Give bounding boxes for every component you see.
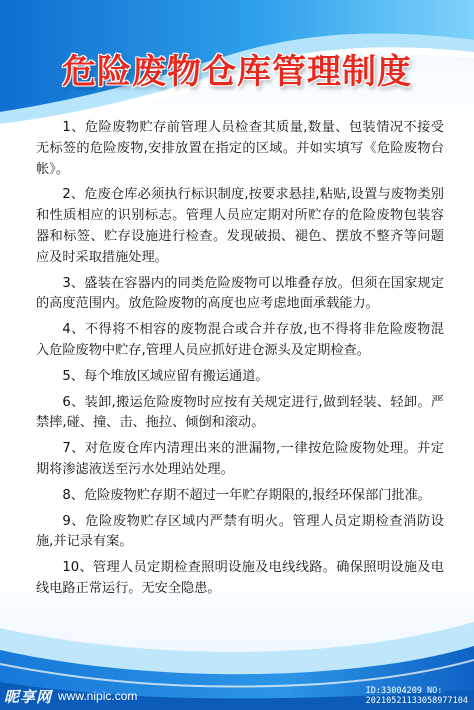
page-title: 危险废物仓库管理制度 [62,52,412,92]
watermark-id-line1: ID:33004209 NO: [365,686,443,696]
rule-paragraph: 10、管理人员定期检查照明设施及电线线路。确保照明设施及电线电路正常运行。无安全隐患。 [36,560,444,596]
regulation-text [36,118,444,605]
rule-paragraph: 8、危险废物贮存期不超过一年贮存期限的,报经环保部门批准。 [62,487,432,503]
rule-paragraph: 9、危险废物贮存区域内严禁有明火。管理人员定期检查消防设施,并记录有案。 [36,513,444,550]
watermark-id [366,686,468,706]
rule-paragraph: 7、对危废仓库内清理出来的泄漏物,一律按危险废物处理。并定期将渗滤液送至污水处理站处理。 [36,441,444,477]
rule-paragraph: 4、不得将不相容的废物混合或合并存放,也不得将非危险废物混入危险废物中贮存,管理人员应抓好进仓源头及定期检查。 [36,322,444,358]
watermark-url: www.nipic.com [58,689,138,703]
watermark-logo: 昵享网 [4,687,53,706]
rule-paragraph: 5、每个堆放区域应留有搬运通道。 [62,368,269,384]
rule-paragraph: 2、危废仓库必须执行标识制度,按要求悬挂,粘贴,设置与废物类别和性质相应的识别标志。管理人员应定期对所贮存的危险废物包装容器和标签、贮存设施进行检查。发现破损、褪色、摆放不整齐等问题应及时采取措施处理。 [36,187,444,265]
rule-paragraph: 1、危险废物贮存前管理人员检查其质量,数量、包装情况不接受无标签的危险废物,安排放置在指定的区域。并如实填写《危险废物台帐》。 [36,120,444,177]
rule-paragraph: 3、盛装在容器内的同类危险废物可以堆叠存放。但须在国家规定的高度范围内。放危险废物的高度也应考虑地面承载能力。 [36,275,444,312]
watermark-id-line2: 20210521133058977104 [365,696,468,706]
watermark [4,685,137,707]
rule-paragraph: 6、装卸,搬运危险废物时应按有关规定进行,做到轻装、轻卸。严禁摔,碰、撞、击、拖拉、倾倒和滚动。 [36,394,444,431]
